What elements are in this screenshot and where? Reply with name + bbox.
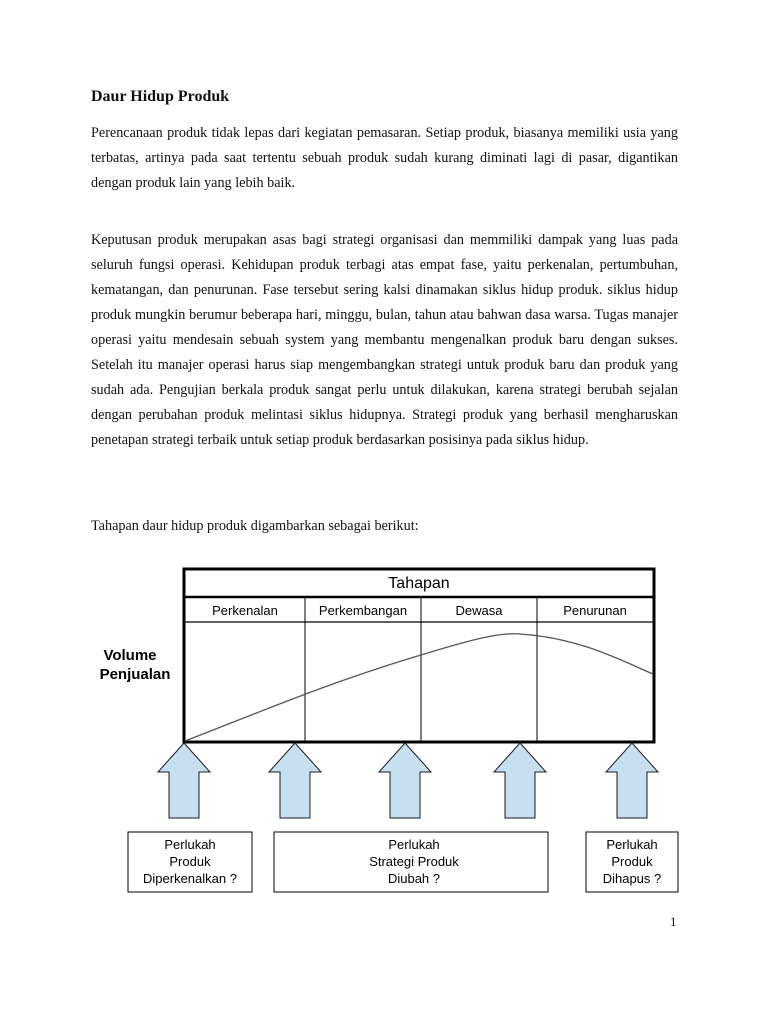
box-text: Perlukah — [388, 837, 440, 852]
y-axis-label: Penjualan — [99, 666, 171, 683]
stage-label: Penurunan — [563, 603, 627, 618]
box-text: Produk — [169, 854, 211, 869]
up-arrow — [158, 743, 210, 818]
up-arrow — [379, 743, 431, 818]
up-arrow — [606, 743, 658, 818]
page-title: Daur Hidup Produk — [91, 88, 230, 105]
stage-label: Perkenalan — [212, 603, 278, 618]
page-number: 1 — [670, 914, 677, 929]
diagram-header: Tahapan — [388, 575, 450, 592]
box-text: Perlukah — [606, 837, 658, 852]
box-text: Diperkenalkan ? — [143, 871, 237, 886]
box-text: Dihapus ? — [602, 871, 662, 886]
diagram-caption: Tahapan daur hidup produk digambarkan sebagai berikut: — [91, 518, 419, 534]
body-paragraph: Keputusan produk merupakan asas bagi strategi organisasi dan memmiliki dampak yang luas pada seluruh fungsi operasi. Kehidupan produk terbagi atas empat fase, yaitu perkenalan, pertumbuhan, kematangan, dan penurunan. Fase tersebut sering kalsi dinamakan siklus hidup produk. siklus hidup produk mungkin berumur beberapa hari, minggu, bulan, tahun atau bahwan dasa warsa. Tugas manajer operasi yaitu mendesain sebuah system yang membantu mengenalkan produk baru dengan sukses. Setelah itu manajer operasi harus siap mengembangkan strategi untuk produk baru dan produk yang sudah ada. Pengujian berkala produk sangat perlu untuk dilakukan, karena strategi berubah sejalan dengan perubahan produk melintasi siklus hidupnya. Strategi produk yang berhasil mengharuskan penetapan strategi terbaik untuk setiap produk berdasarkan posisinya pada siklus hidup. — [91, 232, 678, 448]
intro-paragraph: Perencanaan produk tidak lepas dari kegiatan pemasaran. Setiap produk, biasanya memiliki usia yang terbatas, artinya pada saat tertentu sebuah produk sudah kurang diminati lagi di pasar, digantikan dengan produk lain yang lebih baik. — [91, 125, 678, 191]
y-axis-label: Volume — [103, 647, 157, 664]
stage-label: Perkembangan — [318, 603, 408, 618]
box-text: Diubah ? — [387, 871, 441, 886]
stage-label: Dewasa — [455, 603, 503, 618]
box-text: Strategi Produk — [369, 854, 459, 869]
up-arrow — [494, 743, 546, 818]
up-arrow — [269, 743, 321, 818]
box-text: Perlukah — [164, 837, 216, 852]
box-text: Produk — [611, 854, 653, 869]
